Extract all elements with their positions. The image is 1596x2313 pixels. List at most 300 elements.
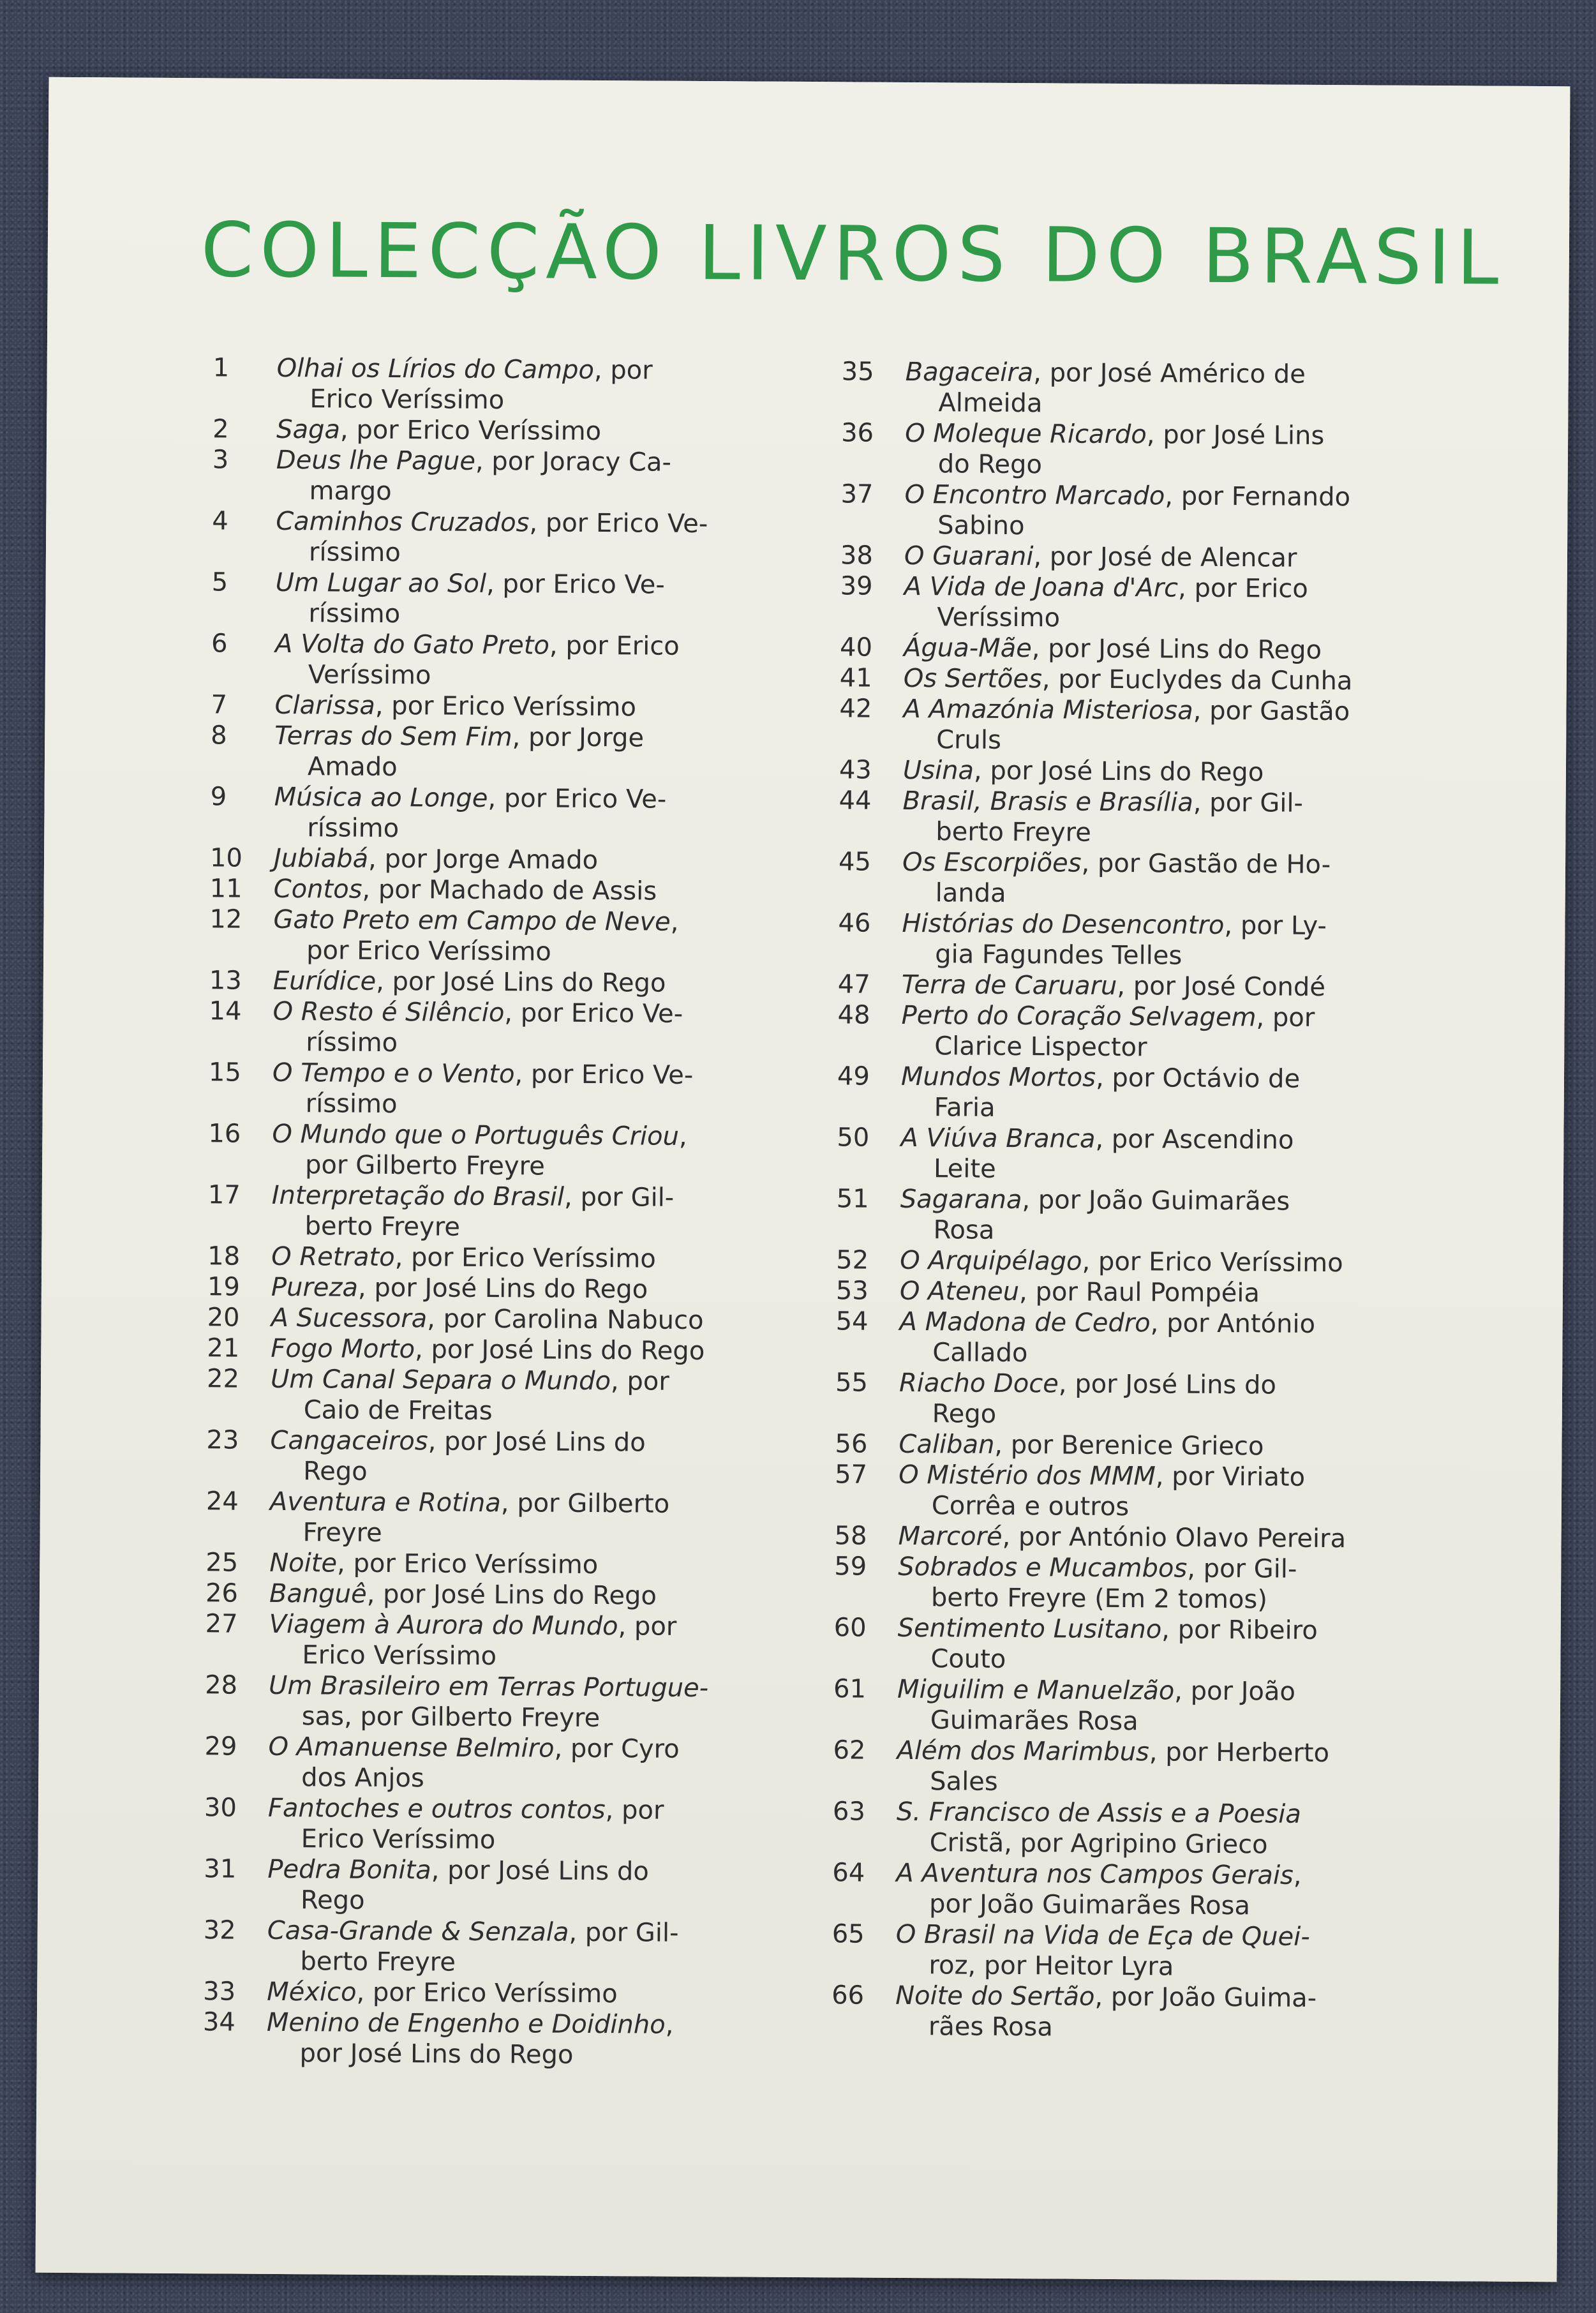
book-title: O Ateneu: [899, 1276, 1020, 1307]
author-text: , por Erico Veríssimo: [336, 1548, 599, 1580]
author-continuation: rães Rosa: [928, 2012, 1053, 2042]
book-title: A Vida de Joana d'Arc: [904, 571, 1179, 603]
catalog-list-left: [202, 352, 851, 2072]
catalog-entry: [207, 1333, 845, 1367]
entry-number: 25: [205, 1548, 239, 1578]
author-text: , por Herberto: [1149, 1737, 1330, 1769]
entry-number: 9: [210, 782, 227, 812]
author-text: , por Erico Veríssimo: [1082, 1246, 1343, 1278]
entry-number: 1: [213, 353, 230, 383]
author-text: , por Ly-: [1224, 911, 1327, 941]
catalog-entry: [205, 1547, 844, 1582]
entry-text: [902, 908, 1451, 973]
author-text: , por Cyro: [554, 1733, 680, 1764]
entry-number: 12: [209, 904, 242, 934]
entry-number: 21: [207, 1333, 240, 1363]
author-continuation: berto Freyre: [304, 1211, 461, 1242]
author-text: , por José Condé: [1117, 971, 1326, 1002]
book-title: Sagarana: [900, 1184, 1022, 1215]
catalog-entry: [207, 1302, 846, 1336]
catalog-entry: [210, 781, 849, 846]
book-title: Histórias do Desencontro: [902, 908, 1225, 941]
author-continuation: gia Fagundes Telles: [935, 939, 1182, 971]
entry-text: [272, 1119, 847, 1183]
entry-number: 54: [835, 1306, 869, 1336]
author-text: ,: [665, 2010, 674, 2040]
author-text: , por Gil-: [563, 1182, 675, 1213]
entry-number: 62: [833, 1735, 866, 1765]
entry-text: [901, 1061, 1451, 1126]
entry-text: [904, 663, 1452, 697]
author-text: , por José Lins do Rego: [357, 1273, 648, 1305]
book-title: O Encontro Marcado: [904, 479, 1165, 511]
book-title: Miguilim e Manuelzão: [897, 1674, 1175, 1706]
author-text: , por José Lins do: [428, 1426, 646, 1458]
entry-text: [271, 1272, 846, 1306]
catalog-entry: [211, 628, 850, 693]
entry-number: 65: [832, 1919, 865, 1949]
entry-number: 14: [209, 996, 242, 1026]
entry-text: [900, 1184, 1449, 1248]
author-continuation: Rosa: [933, 1215, 995, 1245]
author-text: , por Raul Pompéia: [1018, 1277, 1260, 1308]
catalog-entry: [212, 505, 851, 571]
catalog-entry: [841, 417, 1454, 483]
catalog-entry: [211, 567, 850, 632]
author-text: , por João: [1174, 1676, 1296, 1707]
entry-number: 58: [834, 1521, 867, 1551]
entry-text: [902, 786, 1452, 850]
entry-text: [899, 1368, 1449, 1432]
entry-text: [273, 966, 847, 999]
author-text: , por Berenice Grieco: [994, 1430, 1264, 1462]
author-continuation: Sabino: [937, 511, 1025, 541]
entry-number: 32: [203, 1915, 236, 1945]
book-title: Riacho Doce: [899, 1368, 1059, 1399]
entry-number: 30: [204, 1793, 237, 1823]
book-title: A Volta do Gato Preto: [274, 629, 550, 661]
author-continuation: Faria: [934, 1093, 996, 1123]
catalog-entry: [212, 444, 851, 509]
entry-number: 33: [203, 1977, 236, 2007]
catalog-entry: [203, 1976, 841, 2010]
catalog-entry: [203, 1915, 842, 1980]
author-text: , por José Américo de: [1033, 358, 1306, 389]
entry-text: [897, 1797, 1446, 1861]
entry-text: [905, 357, 1454, 421]
entry-text: [276, 506, 851, 571]
book-title: Viagem à Aurora do Mundo: [269, 1609, 618, 1642]
author-continuation: Rego: [303, 1456, 368, 1486]
catalog-entry: [832, 1980, 1445, 2045]
entry-number: 34: [202, 2007, 235, 2037]
catalog-entry: [837, 1061, 1451, 1126]
entry-number: 36: [841, 418, 874, 448]
book-title: Noite do Sertão: [895, 1980, 1095, 2012]
entry-text: [905, 418, 1454, 483]
entry-number: 6: [211, 629, 228, 659]
entry-text: [274, 690, 849, 724]
book-title: O Brasil na Vida de Eça de Quei-: [895, 1919, 1310, 1952]
book-title: Bagaceira: [905, 357, 1034, 388]
author-continuation: Clarice Lispector: [934, 1031, 1147, 1063]
book-title: Caliban: [899, 1429, 995, 1460]
author-continuation: do Rego: [937, 449, 1043, 480]
entry-number: 39: [840, 571, 873, 601]
entry-text: [904, 571, 1453, 636]
book-title: Jubiabá: [273, 843, 369, 874]
entry-text: [903, 694, 1452, 758]
author-continuation: roz, por Heitor Lyra: [929, 1950, 1174, 1982]
catalog-entry: [207, 1241, 846, 1275]
author-continuation: Couto: [930, 1644, 1006, 1674]
author-continuation: Erico Veríssimo: [302, 1640, 497, 1672]
author-text: , por Ribeiro: [1161, 1615, 1318, 1645]
author-continuation: Amado: [307, 752, 398, 782]
catalog-entry: [839, 693, 1452, 758]
entry-text: [267, 1977, 841, 2010]
author-text: , por João Guima-: [1094, 1982, 1317, 2013]
book-title: O Retrato: [271, 1241, 395, 1273]
catalog-entry: [841, 356, 1454, 421]
catalog-entry: [840, 662, 1452, 697]
entry-text: [272, 996, 847, 1061]
author-text: , por Viriato: [1155, 1462, 1306, 1492]
book-title: Fantoches e outros contos: [267, 1793, 606, 1825]
author-continuation: Caio de Freitas: [303, 1395, 493, 1426]
catalog-entry: [209, 965, 847, 999]
entry-text: [897, 1735, 1446, 1800]
entry-text: [270, 1425, 845, 1490]
author-continuation: Guimarães Rosa: [930, 1705, 1138, 1737]
entry-number: 37: [840, 479, 874, 509]
author-continuation: Leite: [933, 1154, 996, 1184]
entry-number: 22: [206, 1364, 240, 1394]
author-text: , por António: [1150, 1308, 1316, 1339]
entry-text: [900, 1123, 1450, 1187]
book-title: México: [267, 1977, 357, 2007]
entry-number: 10: [209, 843, 243, 873]
catalog-entry: [832, 1857, 1445, 1922]
book-title: Cangaceiros: [270, 1425, 428, 1456]
catalog-entry: [835, 1459, 1448, 1524]
entry-text: [276, 414, 851, 448]
author-text: , por Erico Ve-: [529, 508, 708, 539]
catalog-entry: [833, 1673, 1447, 1739]
catalog-entry: [213, 414, 851, 448]
book-title: O Mundo que o Português Criou: [272, 1119, 680, 1151]
author-text: , por José Lins do: [431, 1855, 649, 1887]
book-title: Banguê: [269, 1578, 367, 1609]
entry-text: [271, 1241, 846, 1275]
book-title: Usina: [902, 755, 974, 786]
book-title: Os Escorpiões: [902, 847, 1082, 878]
book-title: A Viúva Branca: [900, 1123, 1096, 1154]
book-title: Música ao Longe: [274, 782, 488, 813]
author-continuation: ríssimo: [308, 537, 401, 568]
entry-text: [274, 721, 849, 785]
book-title: Um Brasileiro em Terras Portugue-: [269, 1670, 709, 1703]
book-title: O Moleque Ricardo: [905, 418, 1147, 450]
author-continuation: por José Lins do Rego: [299, 2039, 574, 2070]
author-text: , por: [1256, 1003, 1315, 1033]
entry-text: [276, 353, 851, 417]
catalog-entry: [210, 842, 848, 877]
catalog-entry: [837, 999, 1451, 1065]
entry-number: 35: [841, 357, 874, 387]
book-title: Além dos Marimbus: [897, 1735, 1149, 1767]
catalog-entry: [839, 846, 1452, 911]
author-text: , por José Lins: [1146, 420, 1325, 451]
author-continuation: sas, por Gilberto Freyre: [301, 1702, 600, 1733]
author-continuation: por Erico Veríssimo: [306, 936, 552, 967]
entry-number: 46: [838, 908, 871, 938]
author-text: , por Erico Veríssimo: [356, 1977, 618, 2009]
entry-number: 38: [840, 541, 874, 571]
entry-number: 53: [835, 1276, 869, 1306]
entry-text: [275, 629, 850, 693]
author-continuation: por João Guimarães Rosa: [929, 1889, 1251, 1921]
catalog-entry: [833, 1735, 1446, 1800]
author-continuation: ríssimo: [308, 599, 401, 629]
author-text: ,: [678, 1121, 687, 1151]
entry-number: 59: [834, 1552, 867, 1582]
catalog-entry: [835, 1306, 1449, 1371]
author-continuation: dos Anjos: [301, 1763, 424, 1793]
entry-text: [269, 1548, 844, 1582]
book-title: Interpretação do Brasil: [271, 1180, 565, 1212]
book-title: Casa-Grande & Senzala: [267, 1915, 569, 1947]
author-continuation: berto Freyre: [300, 1947, 456, 1977]
entry-number: 40: [839, 633, 873, 662]
entry-number: 63: [832, 1797, 865, 1827]
author-text: , por Ascendino: [1095, 1124, 1294, 1155]
catalog-entry: [837, 1122, 1450, 1187]
entry-text: [274, 782, 849, 846]
author-text: , por Gil-: [1187, 1553, 1297, 1584]
entry-text: [271, 1364, 846, 1428]
book-title: Terra de Caruaru: [901, 969, 1117, 1001]
entry-number: 11: [209, 874, 242, 904]
book-title: Deus lhe Pague: [276, 445, 476, 476]
author-continuation: berto Freyre: [936, 817, 1091, 848]
entry-text: [899, 1429, 1447, 1463]
author-text: , por Octávio de: [1095, 1063, 1301, 1094]
book-title: Mundos Mortos: [900, 1061, 1096, 1093]
entry-text: [267, 1915, 842, 1980]
catalog-entry: [202, 2007, 841, 2072]
author-continuation: Erico Veríssimo: [310, 384, 505, 415]
entry-number: 52: [836, 1245, 869, 1275]
catalog-entry: [204, 1792, 843, 1857]
catalog-entry: [834, 1520, 1447, 1555]
author-text: , por Gil-: [1193, 788, 1304, 818]
catalog-entry: [836, 1275, 1449, 1310]
catalog-entry: [207, 1179, 846, 1245]
entry-number: 23: [206, 1425, 239, 1455]
entry-number: 26: [205, 1578, 239, 1608]
entry-text: [269, 1578, 844, 1612]
book-title: O Arquipélago: [900, 1245, 1082, 1276]
author-text: , por José Lins do Rego: [366, 1579, 657, 1611]
entry-text: [902, 847, 1452, 911]
book-title: Terras do Sem Fim: [274, 721, 512, 752]
catalog-entry: [210, 873, 848, 908]
author-text: , por Fernando: [1165, 481, 1351, 513]
book-title: Pureza: [271, 1272, 359, 1303]
entry-text: [899, 1460, 1448, 1524]
author-text: , por: [618, 1612, 677, 1642]
book-title: O Mistério dos MMM: [899, 1460, 1156, 1492]
author-text: , por: [593, 355, 653, 386]
catalog-entry: [209, 904, 848, 969]
entry-number: 44: [839, 786, 872, 816]
entry-text: [271, 1303, 846, 1336]
author-text: , por José de Alencar: [1033, 542, 1297, 573]
author-continuation: Veríssimo: [308, 660, 431, 691]
entry-text: [904, 479, 1454, 544]
entry-text: [904, 633, 1452, 666]
author-text: , por Gil-: [569, 1917, 679, 1948]
entry-number: 45: [838, 847, 872, 877]
catalog-entry: [207, 1363, 846, 1428]
catalog-entry: [834, 1551, 1447, 1616]
author-continuation: Sales: [930, 1767, 998, 1797]
author-continuation: ríssimo: [306, 1028, 398, 1058]
catalog-entry: [838, 969, 1451, 1003]
catalog-list-right: [832, 356, 1454, 2045]
entry-text: [897, 1613, 1447, 1677]
book-title: Contos: [273, 874, 362, 904]
entry-number: 16: [208, 1119, 241, 1149]
entry-text: [271, 1180, 846, 1245]
author-continuation: margo: [309, 476, 392, 507]
author-continuation: por Gilberto Freyre: [304, 1150, 545, 1181]
book-title: Sentimento Lusitano: [897, 1613, 1162, 1645]
entry-text: [898, 1521, 1447, 1555]
entry-number: 49: [837, 1061, 870, 1091]
entry-number: 61: [833, 1674, 867, 1704]
entry-text: [275, 567, 850, 632]
author-continuation: Corrêa e outros: [931, 1491, 1130, 1522]
book-title: Água-Mãe: [903, 633, 1032, 664]
book-title: O Resto é Silêncio: [272, 996, 505, 1028]
entry-number: 15: [208, 1058, 242, 1088]
entry-text: [895, 1919, 1445, 1984]
book-title: Aventura e Rotina: [269, 1486, 501, 1518]
entry-text: [904, 541, 1453, 574]
author-continuation: Cruls: [936, 725, 1002, 755]
book-title: Os Sertões: [903, 663, 1043, 694]
entry-number: 41: [839, 663, 872, 693]
entry-number: 3: [212, 445, 229, 475]
entry-text: [276, 445, 851, 509]
catalog-entry: [211, 720, 849, 785]
entry-text: [897, 1674, 1447, 1739]
author-text: , por Machado de Assis: [362, 874, 657, 906]
catalog-entry: [840, 571, 1453, 636]
catalog-entry: [835, 1367, 1449, 1432]
author-continuation: Cristã, por Agripino Grieco: [929, 1828, 1268, 1860]
book-title: A Madona de Cedro: [899, 1306, 1151, 1338]
entry-number: 43: [839, 755, 872, 785]
catalog-entry: [204, 1731, 843, 1796]
entry-text: [266, 2007, 841, 2072]
book-title: Clarissa: [274, 690, 375, 721]
entry-number: 66: [832, 1980, 865, 2010]
entry-text: [274, 843, 848, 877]
entry-number: 19: [207, 1272, 241, 1302]
entry-number: 31: [204, 1854, 237, 1884]
catalog-entry: [205, 1486, 844, 1551]
book-title: Sobrados e Mucambos: [898, 1552, 1188, 1583]
catalog-entry: [833, 1796, 1446, 1861]
catalog-entry: [205, 1578, 844, 1612]
book-title: Eurídice: [272, 966, 377, 996]
entry-number: 60: [833, 1613, 867, 1643]
book-title: A Sucessora: [271, 1303, 428, 1334]
book-title: Marcoré: [898, 1521, 1003, 1552]
entry-number: 20: [207, 1303, 240, 1333]
entry-number: 28: [205, 1670, 238, 1700]
entry-number: 24: [205, 1486, 239, 1516]
entry-text: [900, 1245, 1449, 1279]
book-title: O Guarani: [904, 541, 1034, 572]
entry-number: 27: [205, 1609, 238, 1639]
entry-number: 8: [211, 721, 227, 751]
author-text: , por Euclydes da Cunha: [1041, 664, 1353, 696]
catalog-entry: [833, 1612, 1447, 1677]
book-title: Noite: [269, 1548, 338, 1578]
entry-number: 18: [207, 1241, 241, 1271]
catalog-entry: [205, 1608, 844, 1673]
entry-number: 17: [207, 1180, 241, 1210]
author-text: , por Gilberto: [500, 1488, 670, 1519]
entry-number: 50: [837, 1123, 870, 1153]
entry-number: 51: [836, 1184, 869, 1214]
book-title: Brasil, Brasis e Brasília: [902, 786, 1193, 818]
entry-number: 55: [835, 1368, 869, 1398]
catalog-entry: [207, 1271, 846, 1306]
author-text: , por Erico: [549, 631, 680, 661]
author-text: , por João Guimarães: [1022, 1185, 1290, 1216]
catalog-entry: [836, 1183, 1449, 1248]
author-text: , por Erico Ve-: [514, 1059, 694, 1090]
entry-text: [896, 1858, 1445, 1922]
entry-text: [898, 1552, 1447, 1616]
catalog-entry: [840, 540, 1453, 574]
book-title: Olhai os Lírios do Campo: [276, 353, 595, 385]
entry-text: [269, 1486, 844, 1551]
author-continuation: Rego: [300, 1885, 365, 1915]
author-text: , por Erico Ve-: [486, 569, 665, 600]
catalog-entry: [839, 754, 1452, 789]
entry-text: [895, 1980, 1445, 2045]
author-continuation: Almeida: [938, 388, 1043, 419]
author-text: , por José Lins do: [1058, 1369, 1277, 1400]
catalog-entry: [204, 1853, 842, 1919]
book-title: A Aventura nos Campos Gerais: [896, 1858, 1294, 1890]
author-text: , por José Lins do Rego: [1031, 634, 1322, 665]
author-text: , por: [605, 1795, 664, 1825]
author-continuation: Rego: [932, 1399, 997, 1429]
entry-text: [900, 1276, 1449, 1310]
entry-text: [268, 1793, 843, 1857]
book-title: S. Francisco de Assis e a Poesia: [896, 1797, 1301, 1829]
author-text: , por António Olavo Pereira: [1002, 1522, 1346, 1554]
book-title: Pedra Bonita: [267, 1854, 431, 1885]
catalog-entry: [211, 689, 849, 724]
